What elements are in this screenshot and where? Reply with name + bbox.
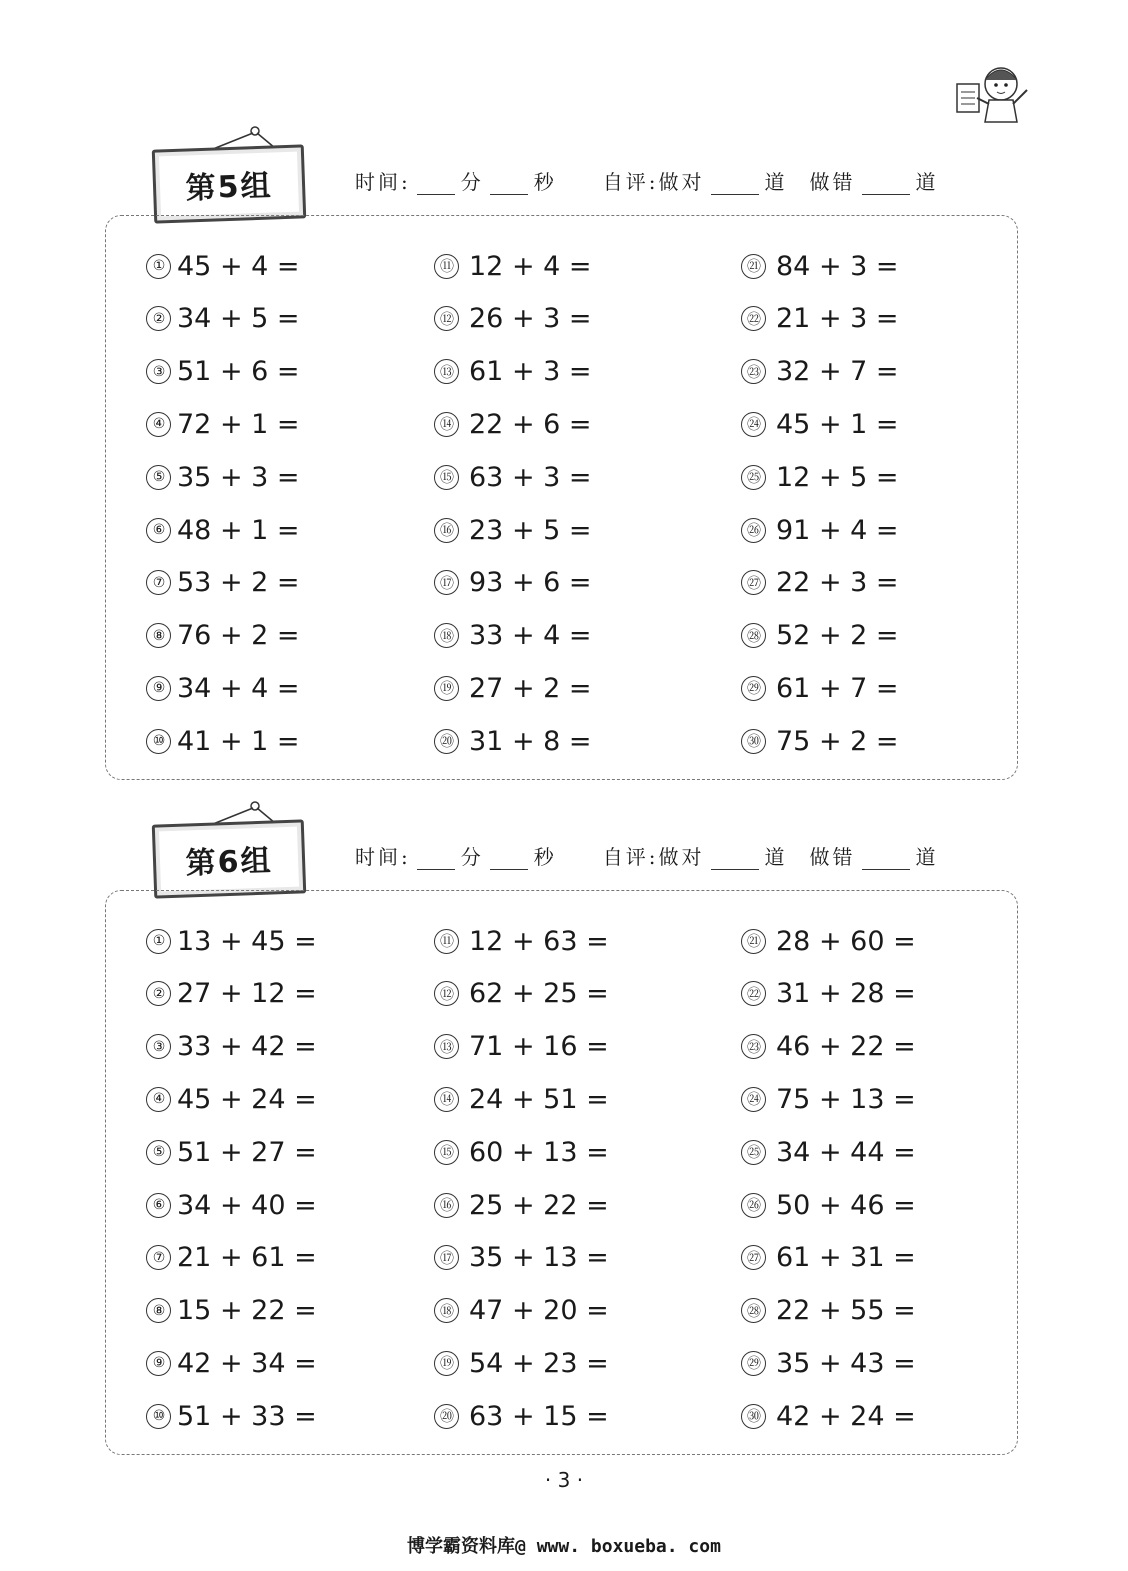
problem-expression: 33 + 4 = [469, 620, 592, 652]
problem-number: ㉙ [741, 676, 766, 701]
mascot-illustration [955, 58, 1035, 130]
group-title-sign: 第6组 [152, 819, 306, 898]
problem-expression: 34 + 4 = [177, 672, 300, 704]
problem-expression: 31 + 28 = [776, 978, 916, 1010]
problem-item [434, 299, 592, 339]
problem-expression: 34 + 5 = [177, 303, 300, 335]
problem-number: ⑧ [146, 1298, 171, 1323]
minutes-label: 分 [460, 170, 484, 194]
seconds-label: 秒 [533, 845, 557, 869]
problem-item [434, 668, 592, 708]
wrong-label: 做错 [809, 170, 856, 194]
problem-expression: 22 + 55 = [776, 1295, 916, 1327]
problem-number: ⑮ [434, 465, 459, 490]
problem-item [146, 1291, 317, 1331]
problem-number: ⑧ [146, 623, 171, 648]
problem-number: ⑩ [146, 1404, 171, 1429]
problem-number: ㉑ [741, 254, 766, 279]
problem-item [146, 457, 300, 497]
problem-number: ㉙ [741, 1351, 766, 1376]
problem-expression: 46 + 22 = [776, 1031, 916, 1063]
problem-expression: 61 + 7 = [776, 672, 899, 704]
problem-number: ㉒ [741, 981, 766, 1006]
problem-item [741, 668, 899, 708]
problem-number: ㉗ [741, 1245, 766, 1270]
problem-item [146, 974, 317, 1014]
problem-expression: 35 + 13 = [469, 1242, 609, 1274]
problem-number: ⑳ [434, 729, 459, 754]
problem-expression: 62 + 25 = [469, 978, 609, 1010]
time-label: 时间: [355, 845, 411, 869]
problem-expression: 42 + 34 = [177, 1347, 317, 1379]
timing-header [355, 165, 995, 195]
problem-number: ⑬ [434, 1034, 459, 1059]
page-number: · 3 · [544, 1468, 584, 1492]
problem-number: ③ [146, 359, 171, 384]
problem-item [434, 457, 592, 497]
correct-unit: 道 [764, 845, 788, 869]
wrong-count-blank[interactable] [862, 849, 910, 870]
problem-expression: 22 + 6 = [469, 408, 592, 440]
problem-number: ⑪ [434, 929, 459, 954]
problem-number: ⑨ [146, 676, 171, 701]
correct-label: 自评:做对 [602, 845, 705, 869]
problem-item [434, 921, 609, 961]
problem-expression: 27 + 2 = [469, 672, 592, 704]
problem-item [741, 404, 899, 444]
problem-expression: 45 + 1 = [776, 408, 899, 440]
problem-number: ④ [146, 412, 171, 437]
problem-item [741, 616, 899, 656]
problem-number: ⑮ [434, 1140, 459, 1165]
problem-expression: 61 + 3 = [469, 356, 592, 388]
problem-item [434, 1238, 609, 1278]
problem-number: ㉘ [741, 623, 766, 648]
problem-number: ⑲ [434, 676, 459, 701]
problem-number: ⑯ [434, 518, 459, 543]
correct-label: 自评:做对 [602, 170, 705, 194]
problem-expression: 47 + 20 = [469, 1295, 609, 1327]
problem-item [741, 1238, 916, 1278]
problem-expression: 33 + 42 = [177, 1031, 317, 1063]
wrong-label: 做错 [809, 845, 856, 869]
problem-item [741, 299, 899, 339]
seconds-blank[interactable] [490, 174, 528, 195]
problem-item [741, 1185, 916, 1225]
problem-expression: 75 + 13 = [776, 1083, 916, 1115]
problem-expression: 54 + 23 = [469, 1347, 609, 1379]
problem-number: ⑦ [146, 1245, 171, 1270]
problem-number: ㉓ [741, 1034, 766, 1059]
problem-item [741, 1343, 916, 1383]
problem-number: ① [146, 254, 171, 279]
problem-item [434, 563, 592, 603]
wrong-unit: 道 [915, 845, 939, 869]
wrong-count-blank[interactable] [862, 174, 910, 195]
problem-number: ㉖ [741, 1193, 766, 1218]
problem-item [146, 668, 300, 708]
problem-item [741, 1396, 916, 1436]
problem-item [146, 921, 317, 961]
problem-expression: 51 + 27 = [177, 1136, 317, 1168]
problem-number: ㉗ [741, 570, 766, 595]
problem-item [434, 1132, 609, 1172]
problems-panel [105, 890, 1018, 1455]
problem-item [741, 510, 899, 550]
footer-watermark: 博学霸资料库@ www. boxueba. com [407, 1536, 721, 1557]
problem-number: ⑪ [434, 254, 459, 279]
problem-expression: 45 + 24 = [177, 1083, 317, 1115]
problem-expression: 93 + 6 = [469, 567, 592, 599]
problem-number: ㉔ [741, 412, 766, 437]
problem-number: ⑫ [434, 981, 459, 1006]
problem-number: ㉚ [741, 1404, 766, 1429]
problem-item [146, 1343, 317, 1383]
problem-expression: 41 + 1 = [177, 725, 300, 757]
problem-expression: 84 + 3 = [776, 250, 899, 282]
problem-number: ⑬ [434, 359, 459, 384]
problem-expression: 13 + 45 = [177, 925, 317, 957]
problem-expression: 76 + 2 = [177, 620, 300, 652]
problem-item [146, 721, 300, 761]
problem-number: ⑦ [146, 570, 171, 595]
problem-item [146, 1185, 317, 1225]
problem-item [146, 299, 300, 339]
problem-number: ⑤ [146, 465, 171, 490]
problem-expression: 35 + 43 = [776, 1347, 916, 1379]
problem-expression: 26 + 3 = [469, 303, 592, 335]
problem-expression: 75 + 2 = [776, 725, 899, 757]
problem-expression: 91 + 4 = [776, 514, 899, 546]
problem-item [741, 246, 899, 286]
problem-expression: 12 + 4 = [469, 250, 592, 282]
problem-item [741, 974, 916, 1014]
problem-number: ㉓ [741, 359, 766, 384]
problem-item [146, 563, 300, 603]
problem-number: ⑳ [434, 1404, 459, 1429]
problem-expression: 31 + 8 = [469, 725, 592, 757]
problem-expression: 61 + 31 = [776, 1242, 916, 1274]
problem-expression: 22 + 3 = [776, 567, 899, 599]
seconds-blank[interactable] [490, 849, 528, 870]
problem-item [741, 457, 899, 497]
problem-number: ㉔ [741, 1087, 766, 1112]
problem-number: ⑭ [434, 412, 459, 437]
problem-item [741, 921, 916, 961]
problem-item [434, 352, 592, 392]
group-title-sign: 第5组 [152, 144, 306, 223]
problem-expression: 63 + 15 = [469, 1400, 609, 1432]
problem-number: ⑲ [434, 1351, 459, 1376]
minutes-blank[interactable] [417, 174, 455, 195]
problem-expression: 71 + 16 = [469, 1031, 609, 1063]
problem-item [434, 1079, 609, 1119]
problem-item [434, 616, 592, 656]
correct-count-blank[interactable] [711, 849, 759, 870]
problem-expression: 21 + 61 = [177, 1242, 317, 1274]
time-label: 时间: [355, 170, 411, 194]
problem-expression: 24 + 51 = [469, 1083, 609, 1115]
problem-number: ㉚ [741, 729, 766, 754]
problem-number: ⑰ [434, 570, 459, 595]
problem-number: ⑥ [146, 518, 171, 543]
problem-item [434, 404, 592, 444]
correct-unit: 道 [764, 170, 788, 194]
problem-expression: 28 + 60 = [776, 925, 916, 957]
problem-number: ② [146, 306, 171, 331]
problem-expression: 52 + 2 = [776, 620, 899, 652]
problem-expression: 32 + 7 = [776, 356, 899, 388]
correct-count-blank[interactable] [711, 174, 759, 195]
problem-number: ⑤ [146, 1140, 171, 1165]
problem-item [146, 246, 300, 286]
problem-expression: 35 + 3 = [177, 461, 300, 493]
problem-expression: 51 + 33 = [177, 1400, 317, 1432]
problem-number: ⑯ [434, 1193, 459, 1218]
problem-number: ⑩ [146, 729, 171, 754]
problem-expression: 48 + 1 = [177, 514, 300, 546]
problem-item [434, 974, 609, 1014]
problem-expression: 42 + 24 = [776, 1400, 916, 1432]
minutes-label: 分 [460, 845, 484, 869]
problem-number: ㉖ [741, 518, 766, 543]
problem-expression: 72 + 1 = [177, 408, 300, 440]
problem-item [146, 352, 300, 392]
problem-expression: 63 + 3 = [469, 461, 592, 493]
problem-expression: 34 + 40 = [177, 1189, 317, 1221]
problem-expression: 51 + 6 = [177, 356, 300, 388]
problem-number: ② [146, 981, 171, 1006]
problem-item [434, 1343, 609, 1383]
problem-number: ⑱ [434, 1298, 459, 1323]
timing-header [355, 840, 995, 870]
seconds-label: 秒 [533, 170, 557, 194]
problem-item [741, 563, 899, 603]
problem-number: ㉕ [741, 1140, 766, 1165]
problem-number: ㉘ [741, 1298, 766, 1323]
problem-expression: 23 + 5 = [469, 514, 592, 546]
problem-item [434, 1291, 609, 1331]
problem-expression: 27 + 12 = [177, 978, 317, 1010]
problem-item [434, 510, 592, 550]
problem-number: ⑭ [434, 1087, 459, 1112]
problem-expression: 45 + 4 = [177, 250, 300, 282]
problem-item [741, 1291, 916, 1331]
problem-item [146, 1079, 317, 1119]
problem-item [146, 1396, 317, 1436]
problem-number: ① [146, 929, 171, 954]
problem-number: ㉑ [741, 929, 766, 954]
problem-item [741, 1079, 916, 1119]
problem-expression: 15 + 22 = [177, 1295, 317, 1327]
problem-expression: 25 + 22 = [469, 1189, 609, 1221]
problem-expression: 53 + 2 = [177, 567, 300, 599]
problem-number: ④ [146, 1087, 171, 1112]
problem-item [434, 246, 592, 286]
problem-number: ⑰ [434, 1245, 459, 1270]
problem-item [434, 1027, 609, 1067]
problem-item [146, 1027, 317, 1067]
problem-number: ⑱ [434, 623, 459, 648]
problem-expression: 12 + 63 = [469, 925, 609, 957]
problem-item [146, 1238, 317, 1278]
problem-expression: 50 + 46 = [776, 1189, 916, 1221]
problem-number: ③ [146, 1034, 171, 1059]
problem-expression: 21 + 3 = [776, 303, 899, 335]
problem-expression: 34 + 44 = [776, 1136, 916, 1168]
problem-number: ㉒ [741, 306, 766, 331]
problem-item [146, 404, 300, 444]
problem-item [434, 1396, 609, 1436]
problem-item [434, 1185, 609, 1225]
problems-panel [105, 215, 1018, 780]
problem-number: ⑫ [434, 306, 459, 331]
problem-item [741, 721, 899, 761]
problem-item [741, 1027, 916, 1067]
problem-number: ㉕ [741, 465, 766, 490]
problem-item [741, 1132, 916, 1172]
problem-expression: 12 + 5 = [776, 461, 899, 493]
problem-item [146, 1132, 317, 1172]
problem-item [146, 616, 300, 656]
problem-expression: 60 + 13 = [469, 1136, 609, 1168]
minutes-blank[interactable] [417, 849, 455, 870]
problem-item [741, 352, 899, 392]
problem-item [434, 721, 592, 761]
problem-number: ⑨ [146, 1351, 171, 1376]
problem-number: ⑥ [146, 1193, 171, 1218]
wrong-unit: 道 [915, 170, 939, 194]
problem-item [146, 510, 300, 550]
